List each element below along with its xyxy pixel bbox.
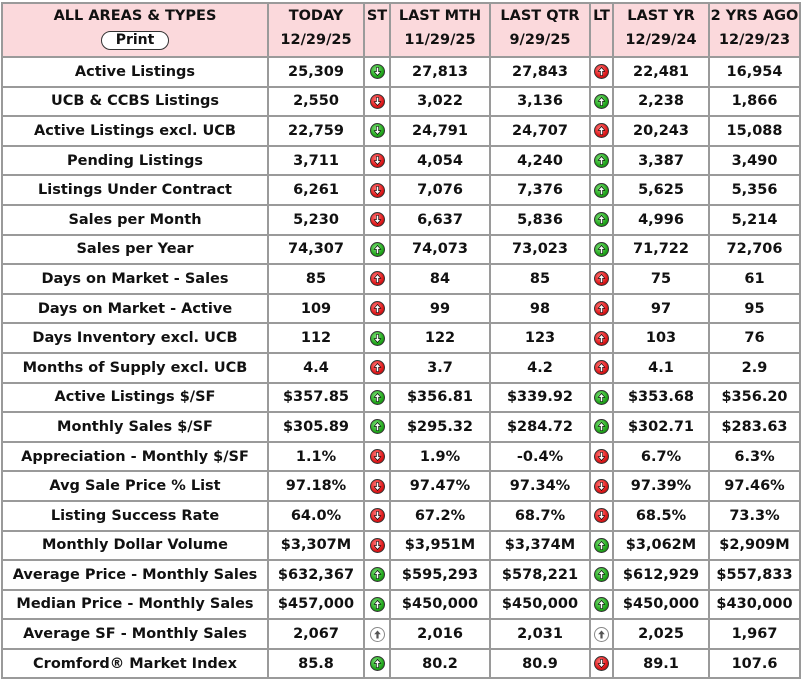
today-cell: 74,307 [268,235,364,265]
lt-indicator [590,146,613,176]
last-qtr-cell: $3,374M [490,531,590,561]
metric-cell: Median Price - Monthly Sales [2,590,268,620]
table-row [2,649,800,679]
last-qtr-date: 9/29/25 [509,32,571,48]
st-indicator [364,116,390,146]
last-mth-cell: $295.32 [390,412,490,442]
st-indicator [364,235,390,265]
arrow-up-red-icon [594,331,609,346]
arrow-up-red-icon [594,301,609,316]
st-indicator [364,501,390,531]
2yrs-cell: 76 [709,323,800,353]
metric-cell: Cromford® Market Index [2,649,268,679]
metric-cell: Days on Market - Sales [2,264,268,294]
today-cell: 22,759 [268,116,364,146]
last-yr-cell: 97 [613,294,709,324]
last-qtr-cell: 85 [490,264,590,294]
last-qtr-cell: 4.2 [490,353,590,383]
last-yr-cell: 4.1 [613,353,709,383]
lt-indicator [590,235,613,265]
last-yr-cell: 2,238 [613,87,709,117]
today-cell: 4.4 [268,353,364,383]
lt-indicator [590,353,613,383]
st-indicator [364,471,390,501]
last-qtr-cell: 3,136 [490,87,590,117]
st-indicator [364,649,390,679]
last-mth-cell: 122 [390,323,490,353]
arrow-down-red-icon [594,449,609,464]
st-label: ST [366,8,388,24]
lt-indicator [590,619,613,649]
header-2yrs [709,3,800,57]
header-area-cell [2,3,268,57]
last-qtr-cell: -0.4% [490,442,590,472]
today-cell: 109 [268,294,364,324]
lt-indicator [590,205,613,235]
metric-cell: Active Listings $/SF [2,383,268,413]
table-row [2,412,800,442]
last-mth-cell: $450,000 [390,590,490,620]
arrow-up-red-icon [370,271,385,286]
last-mth-cell: 24,791 [390,116,490,146]
last-mth-cell: 27,813 [390,57,490,87]
arrow-up-green-icon [594,153,609,168]
last-qtr-cell: 2,031 [490,619,590,649]
header-last-yr [613,3,709,57]
st-indicator [364,560,390,590]
2yrs-cell: $283.63 [709,412,800,442]
last-yr-cell: 3,387 [613,146,709,176]
table-row [2,531,800,561]
table-row [2,205,800,235]
st-indicator [364,294,390,324]
table-row [2,471,800,501]
today-cell: $632,367 [268,560,364,590]
arrow-down-red-icon [370,538,385,553]
header-row [2,3,800,57]
lt-indicator [590,442,613,472]
today-cell: 2,550 [268,87,364,117]
today-cell: 1.1% [268,442,364,472]
st-indicator [364,175,390,205]
last-mth-date: 11/29/25 [404,32,476,48]
last-mth-cell: 99 [390,294,490,324]
lt-indicator [590,294,613,324]
last-yr-cell: $353.68 [613,383,709,413]
metric-cell: Days on Market - Active [2,294,268,324]
last-yr-cell: 20,243 [613,116,709,146]
arrow-up-red-icon [594,271,609,286]
last-mth-cell: 84 [390,264,490,294]
last-mth-cell: 97.47% [390,471,490,501]
st-indicator [364,383,390,413]
metric-cell: Days Inventory excl. UCB [2,323,268,353]
table-row [2,175,800,205]
2yrs-cell: 72,706 [709,235,800,265]
st-indicator [364,323,390,353]
today-cell: 85 [268,264,364,294]
arrow-up-green-icon [594,567,609,582]
lt-indicator [590,412,613,442]
last-qtr-cell: 98 [490,294,590,324]
last-qtr-cell: 73,023 [490,235,590,265]
table-row [2,87,800,117]
metric-cell: Listing Success Rate [2,501,268,531]
metric-cell: Active Listings excl. UCB [2,116,268,146]
last-yr-cell: $612,929 [613,560,709,590]
arrow-up-green-icon [594,597,609,612]
last-yr-date: 12/29/24 [625,32,697,48]
last-yr-cell: 4,996 [613,205,709,235]
today-cell: 85.8 [268,649,364,679]
arrow-up-green-icon [370,597,385,612]
lt-indicator [590,560,613,590]
table-row [2,294,800,324]
last-mth-cell: $3,951M [390,531,490,561]
metric-cell: Average Price - Monthly Sales [2,560,268,590]
metric-cell: Months of Supply excl. UCB [2,353,268,383]
st-indicator [364,353,390,383]
2yrs-cell: 5,214 [709,205,800,235]
area-label: ALL AREAS & TYPES [53,8,217,24]
lt-indicator [590,264,613,294]
st-indicator [364,442,390,472]
last-qtr-cell: $284.72 [490,412,590,442]
arrow-up-green-icon [370,242,385,257]
header-today [268,3,364,57]
lt-indicator [590,323,613,353]
last-yr-cell: $302.71 [613,412,709,442]
today-cell: 64.0% [268,501,364,531]
metric-cell: Appreciation - Monthly $/SF [2,442,268,472]
lt-indicator [590,531,613,561]
today-cell: $357.85 [268,383,364,413]
table-row [2,560,800,590]
last-yr-cell: $3,062M [613,531,709,561]
metric-cell: Pending Listings [2,146,268,176]
today-date: 12/29/25 [280,32,352,48]
lt-indicator [590,87,613,117]
last-yr-cell: 103 [613,323,709,353]
arrow-down-red-icon [370,479,385,494]
last-mth-label: LAST MTH [398,8,482,24]
st-indicator [364,412,390,442]
arrow-up-green-icon [594,390,609,405]
last-qtr-cell: 4,240 [490,146,590,176]
table-row [2,383,800,413]
metric-cell: Active Listings [2,57,268,87]
arrow-up-green-icon [594,242,609,257]
arrow-up-red-icon [370,301,385,316]
last-mth-cell: 3.7 [390,353,490,383]
2yrs-cell: 107.6 [709,649,800,679]
metric-cell: Monthly Sales $/SF [2,412,268,442]
2yrs-cell: 3,490 [709,146,800,176]
last-mth-cell: 6,637 [390,205,490,235]
table-row [2,501,800,531]
metric-cell: Listings Under Contract [2,175,268,205]
2yrs-cell: $356.20 [709,383,800,413]
last-yr-cell: $450,000 [613,590,709,620]
last-yr-cell: 68.5% [613,501,709,531]
last-mth-cell: 4,054 [390,146,490,176]
today-cell: 2,067 [268,619,364,649]
table-row [2,57,800,87]
last-mth-cell: 2,016 [390,619,490,649]
arrow-down-red-icon [370,183,385,198]
last-qtr-cell: 7,376 [490,175,590,205]
last-yr-cell: 6.7% [613,442,709,472]
today-cell: 97.18% [268,471,364,501]
table-row [2,116,800,146]
table-row [2,590,800,620]
today-cell: $305.89 [268,412,364,442]
arrow-down-green-icon [370,64,385,79]
last-qtr-cell: $450,000 [490,590,590,620]
table-row [2,323,800,353]
header-last-qtr [490,3,590,57]
last-mth-cell: 67.2% [390,501,490,531]
header-lt [590,3,613,57]
last-mth-cell: 74,073 [390,235,490,265]
st-indicator [364,531,390,561]
arrow-down-red-icon [370,449,385,464]
2yrs-label: 2 YRS AGO [710,8,799,24]
2yrs-cell: 95 [709,294,800,324]
arrow-up-neutral-icon [594,627,609,642]
today-cell: $457,000 [268,590,364,620]
st-indicator [364,146,390,176]
lt-indicator [590,57,613,87]
header-st [364,3,390,57]
last-yr-cell: 5,625 [613,175,709,205]
market-table [1,2,801,679]
last-yr-cell: 71,722 [613,235,709,265]
2yrs-cell: 15,088 [709,116,800,146]
lt-indicator [590,116,613,146]
last-qtr-cell: 97.34% [490,471,590,501]
arrow-up-green-icon [370,567,385,582]
print-button[interactable]: Print [101,31,170,50]
arrow-up-neutral-icon [370,627,385,642]
st-indicator [364,57,390,87]
last-mth-cell: $595,293 [390,560,490,590]
last-mth-cell: 1.9% [390,442,490,472]
st-indicator [364,205,390,235]
metric-cell: UCB & CCBS Listings [2,87,268,117]
today-cell: 25,309 [268,57,364,87]
arrow-up-red-icon [370,360,385,375]
table-row [2,442,800,472]
last-mth-cell: 80.2 [390,649,490,679]
last-yr-cell: 2,025 [613,619,709,649]
today-cell: 3,711 [268,146,364,176]
arrow-up-green-icon [370,390,385,405]
2yrs-cell: 73.3% [709,501,800,531]
2yrs-cell: $557,833 [709,560,800,590]
2yrs-cell: $430,000 [709,590,800,620]
arrow-up-green-icon [594,419,609,434]
today-cell: 5,230 [268,205,364,235]
last-qtr-cell: 123 [490,323,590,353]
arrow-up-green-icon [370,419,385,434]
arrow-up-red-icon [594,360,609,375]
table-row [2,235,800,265]
arrow-down-red-icon [370,153,385,168]
today-cell: $3,307M [268,531,364,561]
lt-indicator [590,590,613,620]
arrow-down-red-icon [370,508,385,523]
metric-cell: Average SF - Monthly Sales [2,619,268,649]
last-qtr-cell: $578,221 [490,560,590,590]
arrow-up-red-icon [594,64,609,79]
lt-indicator [590,649,613,679]
metric-cell: Sales per Month [2,205,268,235]
arrow-up-green-icon [594,212,609,227]
arrow-up-green-icon [594,538,609,553]
lt-indicator [590,383,613,413]
last-qtr-cell: 27,843 [490,57,590,87]
st-indicator [364,87,390,117]
lt-label: LT [593,8,610,24]
metric-cell: Monthly Dollar Volume [2,531,268,561]
header-last-mth [390,3,490,57]
2yrs-date: 12/29/23 [718,32,791,48]
metric-cell: Sales per Year [2,235,268,265]
last-mth-cell: 3,022 [390,87,490,117]
lt-indicator [590,501,613,531]
arrow-down-red-icon [594,508,609,523]
last-yr-cell: 97.39% [613,471,709,501]
table-row [2,264,800,294]
2yrs-cell: 6.3% [709,442,800,472]
last-qtr-label: LAST QTR [500,8,580,24]
last-qtr-cell: 68.7% [490,501,590,531]
last-yr-cell: 22,481 [613,57,709,87]
st-indicator [364,590,390,620]
table-row [2,619,800,649]
last-qtr-cell: $339.92 [490,383,590,413]
2yrs-cell: 2.9 [709,353,800,383]
2yrs-cell: 1,866 [709,87,800,117]
last-qtr-cell: 5,836 [490,205,590,235]
last-yr-cell: 89.1 [613,649,709,679]
arrow-up-green-icon [594,183,609,198]
metric-cell: Avg Sale Price % List [2,471,268,501]
table-row [2,146,800,176]
last-yr-label: LAST YR [627,8,695,24]
last-yr-cell: 75 [613,264,709,294]
lt-indicator [590,471,613,501]
last-qtr-cell: 80.9 [490,649,590,679]
2yrs-cell: 5,356 [709,175,800,205]
arrow-down-red-icon [370,212,385,227]
arrow-up-green-icon [370,656,385,671]
today-label: TODAY [288,8,344,24]
last-qtr-cell: 24,707 [490,116,590,146]
lt-indicator [590,175,613,205]
2yrs-cell: $2,909M [709,531,800,561]
arrow-down-green-icon [370,123,385,138]
arrow-down-red-icon [594,479,609,494]
2yrs-cell: 61 [709,264,800,294]
last-mth-cell: $356.81 [390,383,490,413]
today-cell: 6,261 [268,175,364,205]
last-mth-cell: 7,076 [390,175,490,205]
st-indicator [364,264,390,294]
st-indicator [364,619,390,649]
arrow-up-green-icon [594,94,609,109]
arrow-down-red-icon [370,94,385,109]
2yrs-cell: 1,967 [709,619,800,649]
table-row [2,353,800,383]
arrow-up-red-icon [594,123,609,138]
arrow-down-green-icon [370,331,385,346]
2yrs-cell: 97.46% [709,471,800,501]
arrow-down-red-icon [594,656,609,671]
2yrs-cell: 16,954 [709,57,800,87]
today-cell: 112 [268,323,364,353]
